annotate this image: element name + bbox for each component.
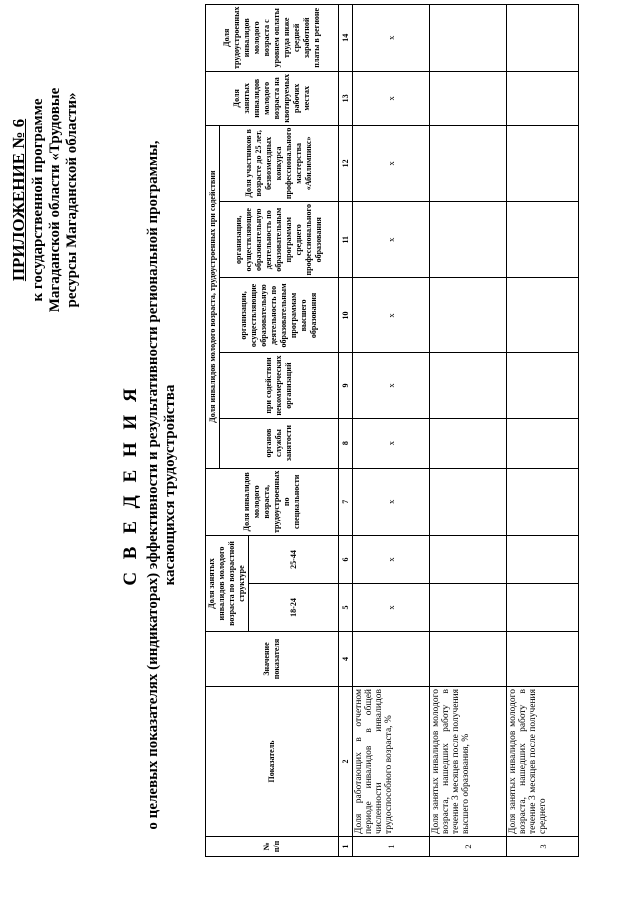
table-cell xyxy=(507,418,579,468)
table-cell: х xyxy=(353,468,430,535)
table-cell xyxy=(507,536,579,584)
header-abilympics: Доля участников в возрасте до 25 лет, безвозмездных конкурса профессионального мастерства «Абилимпикс» xyxy=(220,125,339,201)
column-number: 6 xyxy=(339,536,353,584)
table-cell xyxy=(507,353,579,418)
indicators-table xyxy=(205,4,579,857)
table-row xyxy=(430,4,507,856)
column-numbers-row xyxy=(339,4,353,856)
header-secondary-ed-orgs: организации, осуществляющие образовательную деятельность по образовательным программам среднего профессионального образования xyxy=(220,202,339,278)
appendix-number: ПРИЛОЖЕНИЕ № 6 xyxy=(9,118,28,282)
header-assisted-group: Доля инвалидов молодого возраста, трудоустроенных при содействии xyxy=(206,125,220,468)
column-number: 9 xyxy=(339,353,353,418)
table-cell xyxy=(430,278,507,353)
table-cell xyxy=(430,72,507,126)
column-number: 11 xyxy=(339,202,353,278)
header-age-18-24: 18-24 xyxy=(249,584,339,632)
column-number: 14 xyxy=(339,4,353,71)
header-employment-service: органов службы занятости xyxy=(220,418,339,468)
title-line: касающихся трудоустройства xyxy=(162,384,178,586)
table-cell xyxy=(430,536,507,584)
table-row xyxy=(507,4,579,856)
appendix-heading xyxy=(10,40,81,360)
table-cell: х xyxy=(353,202,430,278)
header-age-group: Доля занятых инвалидов молодого возраста по возрастной структуре xyxy=(206,536,249,632)
appendix-line: ресурсы Магаданской области» xyxy=(64,92,80,308)
table-cell: х xyxy=(353,125,430,201)
header-indicator: Показатель xyxy=(206,687,339,837)
table-cell xyxy=(430,632,507,687)
table-cell: х xyxy=(353,353,430,418)
table-cell xyxy=(430,4,507,71)
table-cell xyxy=(507,72,579,126)
document-title xyxy=(122,125,179,845)
table-cell: х xyxy=(353,72,430,126)
table-cell xyxy=(430,353,507,418)
table-cell xyxy=(507,584,579,632)
row-number: 3 xyxy=(507,837,579,857)
column-number: 7 xyxy=(339,468,353,535)
table-cell xyxy=(507,125,579,201)
table-cell: х xyxy=(353,4,430,71)
table-cell xyxy=(507,4,579,71)
header-nonprofit: при содействии некоммерческих организаций xyxy=(220,353,339,418)
header-by-specialty: Доля инвалидов молодого возраста, трудоустроенных по специальности xyxy=(206,468,339,535)
column-number: 5 xyxy=(339,584,353,632)
header-age-25-44: 25-44 xyxy=(249,536,339,584)
appendix-line: к государственной программе xyxy=(30,98,46,302)
header-quota: Доля занятых инвалидов молодого возраста на квотируемых рабочих местах xyxy=(206,72,339,126)
title-line: о целевых показателях (индикаторах) эффективности и результативности региональной программы, xyxy=(145,140,161,830)
column-number: 10 xyxy=(339,278,353,353)
table-cell: х xyxy=(353,278,430,353)
appendix-line: Магаданской области «Трудовые xyxy=(47,87,63,313)
table-cell xyxy=(430,468,507,535)
table-cell xyxy=(430,125,507,201)
table-cell xyxy=(353,632,430,687)
column-number: 8 xyxy=(339,418,353,468)
header-low-wage: Доля трудоустроенных инвалидов молодого возраста с уровнем оплаты труда ниже средней заработной платы в регионе xyxy=(206,4,339,71)
table-cell: х xyxy=(353,418,430,468)
column-number: 1 xyxy=(339,837,353,857)
header-value: Значение показателя xyxy=(206,632,339,687)
row-indicator: Доля занятых инвалидов молодого возраста, нашедших работу в течение 3 месяцев после получения высшего образования, % xyxy=(430,687,507,837)
title-main: С В Е Д Е Н И Я xyxy=(120,384,141,586)
table-cell: х xyxy=(353,536,430,584)
column-number: 13 xyxy=(339,72,353,126)
table-cell xyxy=(430,584,507,632)
table-cell xyxy=(507,202,579,278)
row-number: 2 xyxy=(430,837,507,857)
header-higher-ed-orgs: организации, осуществляющие образовательную деятельность по образовательным программам высшего образования xyxy=(220,278,339,353)
column-number: 2 xyxy=(339,687,353,837)
column-number: 4 xyxy=(339,632,353,687)
table-cell xyxy=(507,468,579,535)
row-indicator: Доля работающих в отчетном периоде инвалидов в общей численности инвалидов трудоспособного возраста, % xyxy=(353,687,430,837)
header-no: № п/п xyxy=(206,837,339,857)
column-number: 12 xyxy=(339,125,353,201)
table-cell xyxy=(507,278,579,353)
row-number: 1 xyxy=(353,837,430,857)
table-cell xyxy=(430,418,507,468)
table-cell xyxy=(507,632,579,687)
row-indicator: Доля занятых инвалидов молодого возраста, нашедших работу в течение 3 месяцев после получения среднего xyxy=(507,687,579,837)
table-cell xyxy=(430,202,507,278)
table-row xyxy=(353,4,430,856)
table-cell: х xyxy=(353,584,430,632)
